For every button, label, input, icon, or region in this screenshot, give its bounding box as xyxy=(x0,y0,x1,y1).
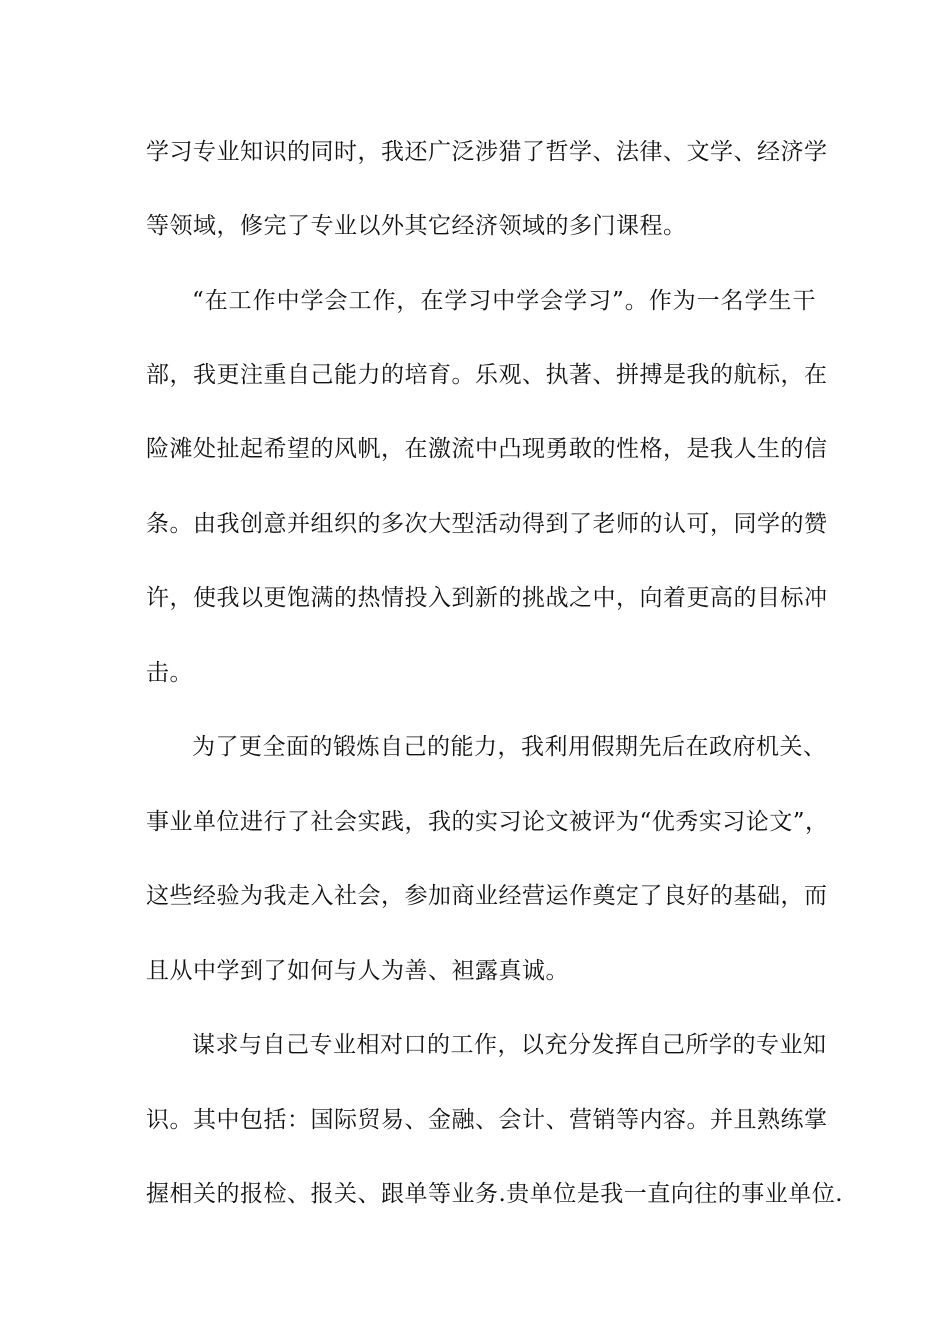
text-line: 握相关的报检、报关、跟单等业务.贵单位是我一直向往的事业单位. xyxy=(146,1181,844,1207)
text-line: 条。由我创意并组织的多次大型活动得到了老师的认可，同学的赞 xyxy=(146,511,828,537)
paragraph-first-line: “在工作中学会工作，在学习中学会学习”。作为一名学生干 xyxy=(192,288,816,314)
text-line: 这些经验为我走入社会，参加商业经营运作奠定了良好的基础，而 xyxy=(146,883,828,909)
text-line: 事业单位进行了社会实践，我的实习论文被评为“优秀实习论文”， xyxy=(146,809,829,835)
text-line: 且从中学到了如何与人为善、袒露真诚。 xyxy=(146,958,569,984)
text-line: 识。其中包括：国际贸易、金融、会计、营销等内容。并且熟练掌 xyxy=(146,1107,828,1133)
text-line: 击。 xyxy=(146,660,193,686)
text-line: 等领域，修完了专业以外其它经济领域的多门课程。 xyxy=(146,213,687,239)
paragraph-first-line: 为了更全面的锻炼自己的能力，我利用假期先后在政府机关、 xyxy=(192,734,827,760)
text-line: 险滩处扯起希望的风帆，在激流中凸现勇敢的性格，是我人生的信 xyxy=(146,436,828,462)
text-line: 学习专业知识的同时，我还广泛涉猎了哲学、法律、文学、经济学 xyxy=(146,139,828,165)
text-line: 许，使我以更饱满的热情投入到新的挑战之中，向着更高的目标冲 xyxy=(146,585,828,611)
text-line: 部，我更注重自己能力的培育。乐观、执著、拼搏是我的航标，在 xyxy=(146,362,828,388)
paragraph-first-line: 谋求与自己专业相对口的工作，以充分发挥自己所学的专业知 xyxy=(192,1032,827,1058)
